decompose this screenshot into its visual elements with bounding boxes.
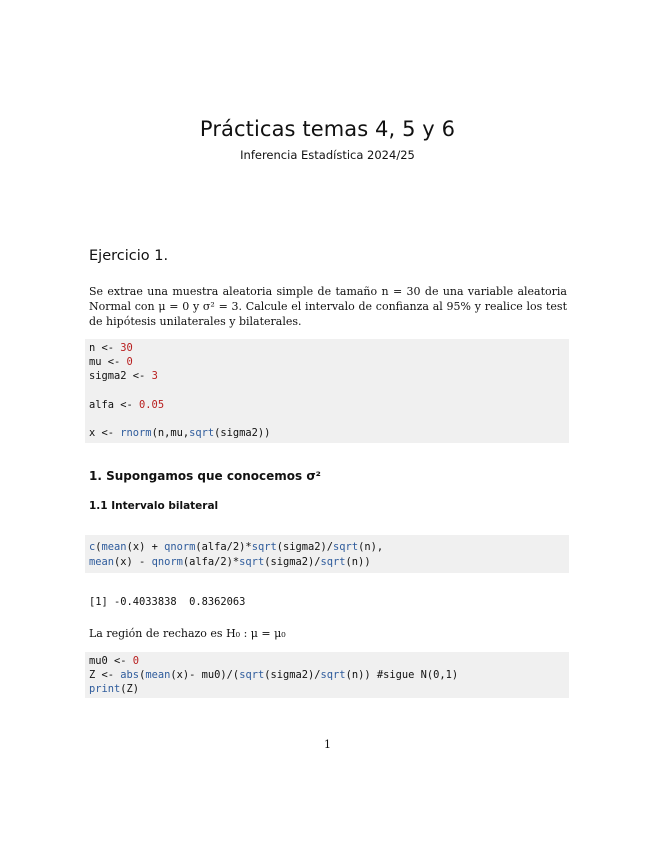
code-line: mean(x) - qnorm(alfa/2)*sqrt(sigma2)/sqrt(n))	[89, 556, 371, 568]
code-line: x <- rnorm(n,mu,sqrt(sigma2))	[89, 427, 271, 439]
subsubsection-heading: 1.1 Intervalo bilateral	[89, 500, 219, 512]
r-output: [1] -0.4033838 0.8362063	[89, 596, 246, 608]
code-line: sigma2 <- 3	[89, 370, 158, 382]
code-line: mu <- 0	[89, 356, 133, 368]
section-heading: Ejercicio 1.	[89, 248, 169, 264]
code-line: c(mean(x) + qnorm(alfa/2)*sqrt(sigma2)/sqrt(n),	[89, 541, 384, 553]
subsection-heading: 1. Supongamos que conocemos σ²	[89, 469, 321, 483]
code-line: mu0 <- 0	[89, 655, 140, 667]
document-title: Prácticas temas 4, 5 y 6	[199, 117, 456, 141]
rejection-region-text: La región de rechazo es H₀ : μ = μ₀	[89, 627, 286, 640]
code-block-3	[85, 652, 569, 698]
exercise-paragraph: Se extrae una muestra aleatoria simple de tamaño n = 30 de una variable aleatoria Normal con μ = 0 y σ² = 3. Calcule el intervalo de confianza al 95% y realice los test de hipótesis unilaterales y bilaterales.	[89, 285, 567, 328]
code-line: print(Z)	[89, 683, 140, 695]
code-block-2	[85, 535, 569, 573]
document-subtitle: Inferencia Estadística 2024/25	[240, 148, 415, 162]
code-line: n <- 30	[89, 342, 133, 354]
page-number: 1	[324, 738, 331, 751]
code-line: Z <- abs(mean(x)- mu0)/(sqrt(sigma2)/sqrt(n)) #sigue N(0,1)	[89, 669, 459, 681]
code-line: alfa <- 0.05	[89, 399, 165, 411]
code-block-1	[85, 339, 569, 443]
